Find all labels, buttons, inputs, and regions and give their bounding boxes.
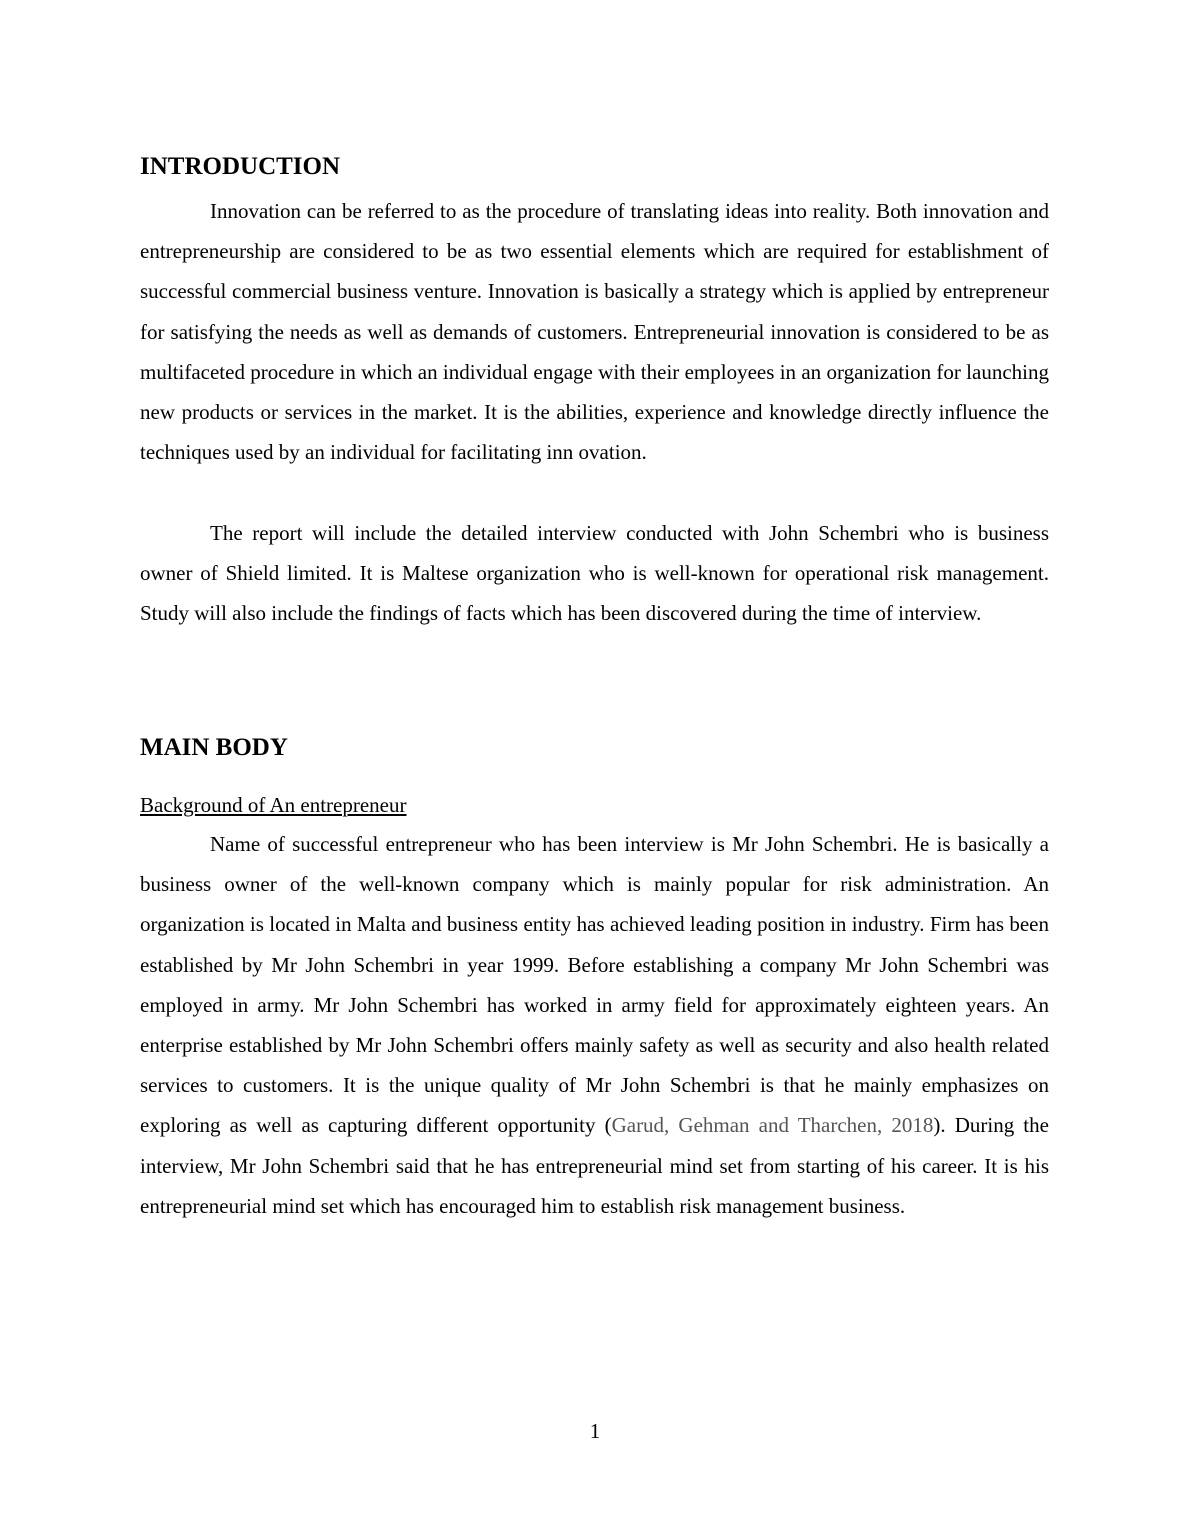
citation: Garud, Gehman and Tharchen, 2018 — [611, 1113, 934, 1138]
introduction-heading: INTRODUCTION — [140, 153, 341, 180]
background-paragraph-text-start: Name of successful entrepreneur who has been interview is Mr John Schembri. He is basically a business owner of the well-known company which is mainly popular for risk administration. An organization is located in Malta and business entity has achieved leading position in industry. Firm has been established by Mr John Schembri in year 1999. Before establishing a company Mr John Schembri was employed in army. Mr John Schembri has worked in army field for approximately eighteen years. An enterprise established by Mr John Schembri offers mainly safety as well as security and also health related services to customers. It is the unique quality of Mr John Schembri is that he mainly emphasizes on exploring as well as capturing different opportunity ( — [140, 832, 1049, 1138]
main-body-heading: MAIN BODY — [140, 734, 288, 761]
introduction-paragraph-2: The report will include the detailed interview conducted with John Schembri who is business owner of Shield limited. It is Maltese organization who is well-known for operational risk management. Study will also include the findings of facts which has been discovered during the time of interview. — [140, 521, 1049, 626]
background-subheading: Background of An entrepreneur — [140, 793, 407, 817]
background-paragraph — [140, 824, 1049, 1226]
introduction-paragraph-1: Innovation can be referred to as the procedure of translating ideas into reality. Both innovation and entrepreneurship are considered to be as two essential elements which are required for establishment of successful commercial business venture. Innovation is basically a strategy which is applied by entrepreneur for satisfying the needs as well as demands of customers. Entrepreneurial innovation is considered to be as multifaceted procedure in which an individual engage with their employees in an organization for launching new products or services in the market. It is the abilities, experience and knowledge directly influence the techniques used by an individual for facilitating inn ovation. — [140, 199, 1049, 465]
background-paragraph-text-end: ). During the interview, Mr John Schembri said that he has entrepreneurial mind set from starting of his career. It is his entrepreneurial mind set which has encouraged him to establish risk management business. — [140, 1113, 1049, 1218]
page-number: 1 — [589, 1419, 601, 1443]
